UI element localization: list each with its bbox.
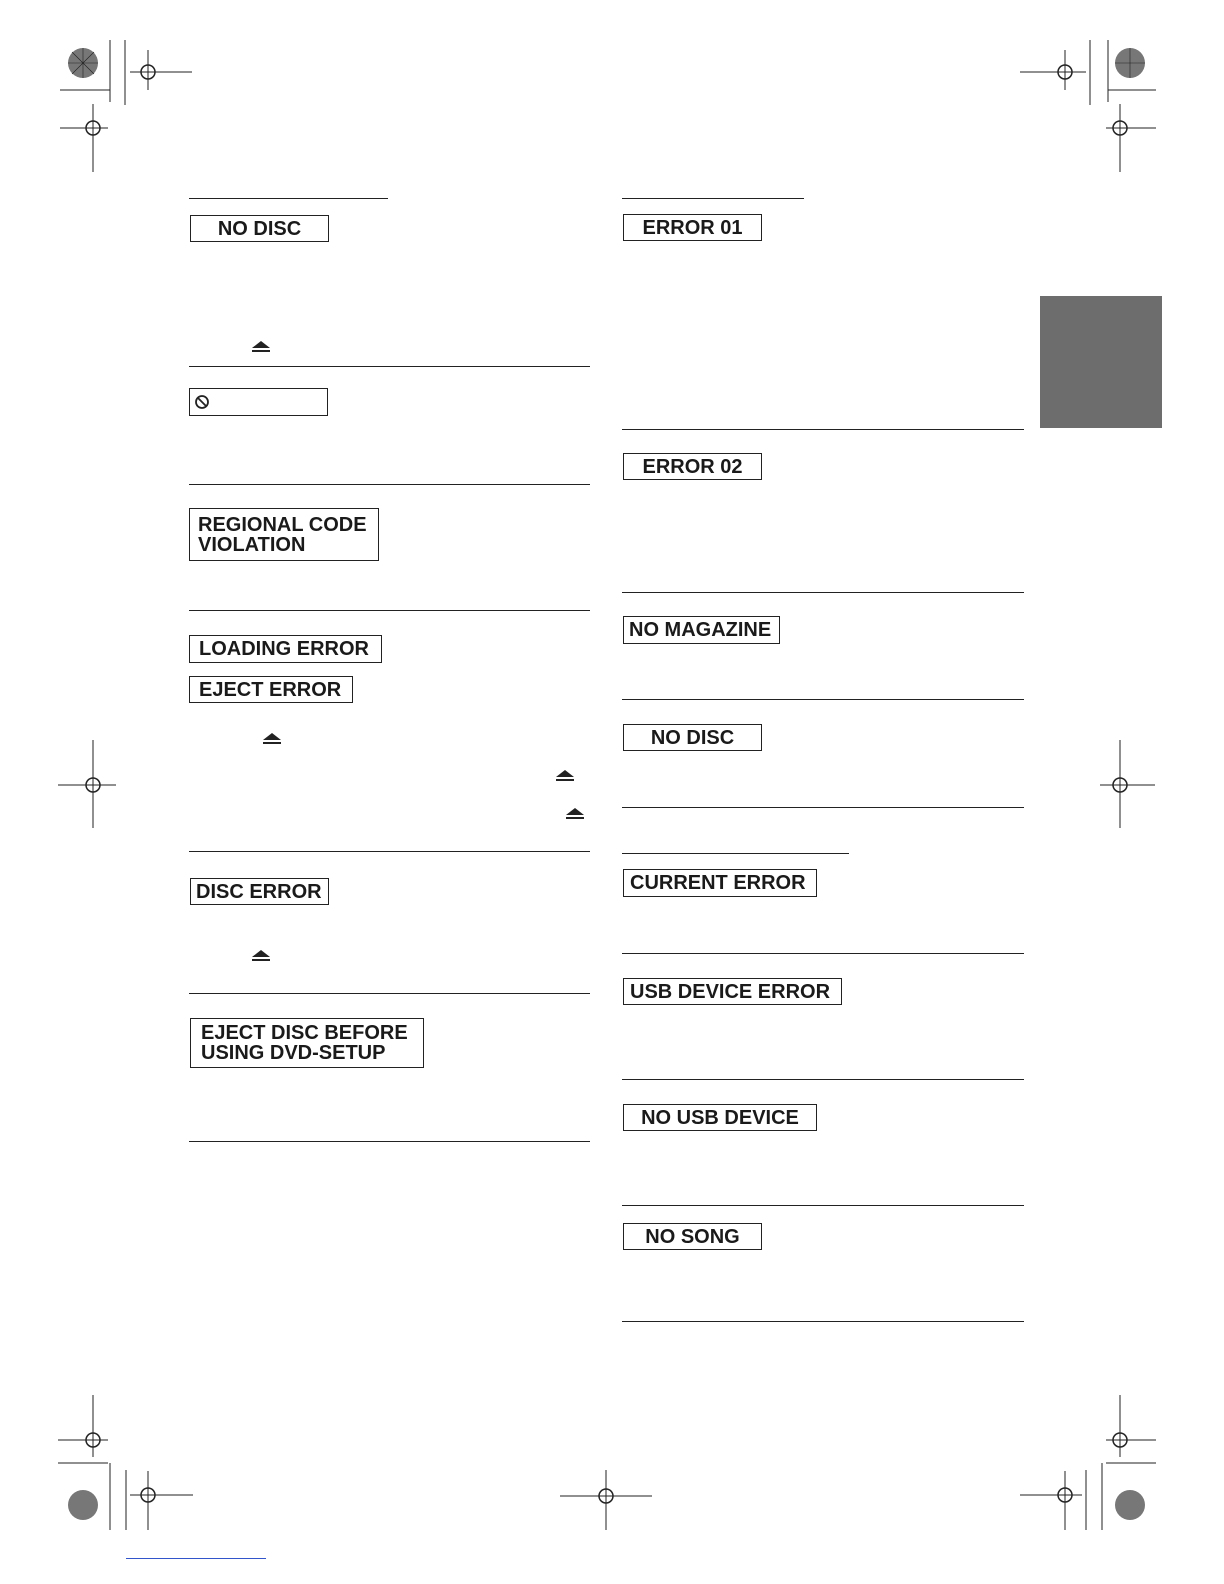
- registration-mark-icon: [58, 740, 118, 830]
- section-rule: [622, 1205, 1024, 1206]
- msg-no-song: NO SONG: [623, 1223, 762, 1250]
- section-rule: [622, 592, 1024, 593]
- section-rule: [622, 1079, 1024, 1080]
- msg-error-01: ERROR 01: [623, 214, 762, 241]
- section-rule: [622, 429, 1024, 430]
- section-rule: [622, 807, 1024, 808]
- section-rule: [622, 953, 1024, 954]
- link-underline: [126, 1558, 266, 1559]
- section-rule: [189, 1141, 590, 1142]
- prohibited-icon: [194, 394, 210, 410]
- msg-regional-code-violation: [189, 508, 379, 561]
- msg-prohibited: [189, 388, 328, 416]
- section-rule: [622, 198, 804, 199]
- section-rule: [622, 1321, 1024, 1322]
- eject-icon: [252, 341, 270, 353]
- registration-mark-icon: [1020, 40, 1160, 180]
- eject-icon: [252, 950, 270, 962]
- section-rule: [189, 610, 590, 611]
- msg-regional-line-1: REGIONAL CODE: [198, 513, 367, 536]
- section-side-tab: [1040, 296, 1162, 428]
- registration-mark-icon: [1020, 1395, 1160, 1535]
- msg-eject-disc-line-2: USING DVD-SETUP: [201, 1042, 386, 1064]
- section-rule: [189, 484, 590, 485]
- msg-loading-error: LOADING ERROR: [189, 635, 382, 663]
- msg-no-disc: NO DISC: [190, 215, 329, 242]
- msg-no-usb-device: NO USB DEVICE: [623, 1104, 817, 1131]
- eject-icon: [566, 808, 584, 820]
- section-rule: [622, 699, 1024, 700]
- eject-icon: [263, 733, 281, 745]
- section-rule: [189, 366, 590, 367]
- registration-mark-icon: [60, 40, 200, 180]
- section-rule: [622, 853, 849, 854]
- msg-usb-device-error: USB DEVICE ERROR: [623, 978, 842, 1005]
- msg-no-magazine: NO MAGAZINE: [623, 616, 780, 644]
- msg-eject-disc-before-setup: [190, 1018, 424, 1068]
- msg-eject-error: EJECT ERROR: [189, 676, 353, 703]
- registration-mark-icon: [560, 1470, 652, 1534]
- msg-current-error: CURRENT ERROR: [623, 869, 817, 897]
- msg-no-disc-2: NO DISC: [623, 724, 762, 751]
- eject-icon: [556, 770, 574, 782]
- section-rule: [189, 198, 388, 199]
- msg-disc-error: DISC ERROR: [190, 878, 329, 905]
- msg-regional-line-2: VIOLATION: [198, 533, 306, 556]
- registration-mark-icon: [1100, 740, 1160, 830]
- msg-error-02: ERROR 02: [623, 453, 762, 480]
- section-rule: [189, 993, 590, 994]
- registration-mark-icon: [58, 1395, 198, 1535]
- section-rule: [189, 851, 590, 852]
- msg-eject-disc-line-1: EJECT DISC BEFORE: [201, 1022, 408, 1044]
